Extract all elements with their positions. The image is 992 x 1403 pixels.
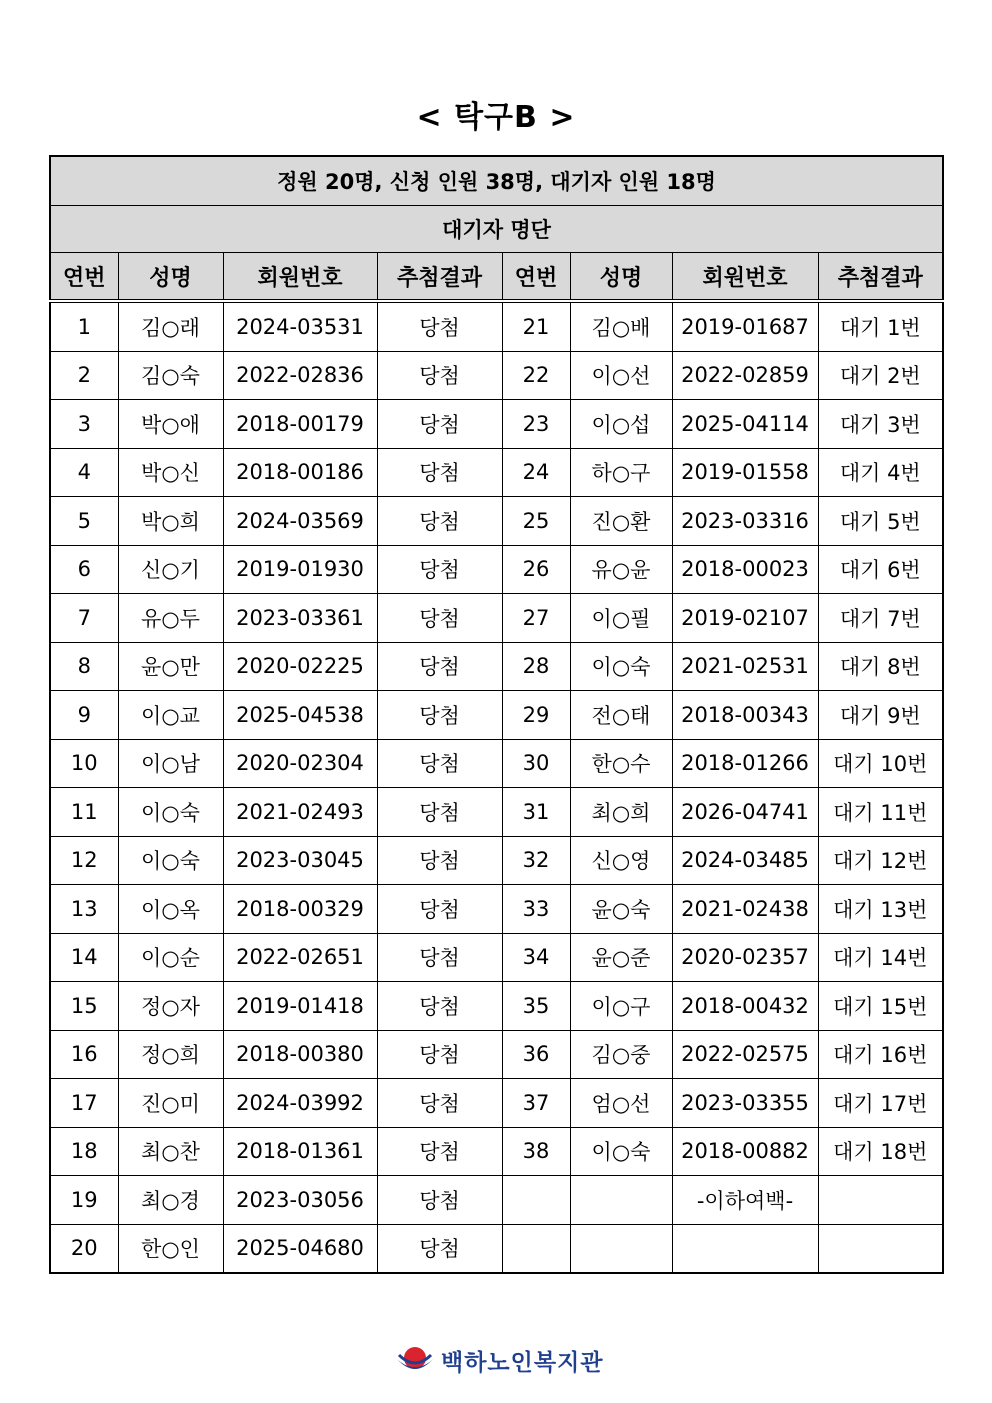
header-name: 성명 — [570, 253, 672, 302]
member-name: 김○숙 — [118, 351, 223, 400]
member-id: 2018-01361 — [223, 1127, 377, 1176]
table-row — [50, 788, 943, 837]
member-name: 신○기 — [118, 545, 223, 594]
draw-result: 당첨 — [377, 836, 502, 885]
draw-result: 당첨 — [377, 982, 502, 1031]
table-row — [50, 1176, 943, 1225]
member-id: 2024-03992 — [223, 1079, 377, 1128]
member-id: 2025-04538 — [223, 691, 377, 740]
draw-result: 대기 4번 — [818, 448, 943, 497]
subtitle-row — [50, 206, 943, 253]
row-number: 26 — [502, 545, 570, 594]
table-row — [50, 691, 943, 740]
header-result: 추첨결과 — [377, 253, 502, 302]
member-id: 2024-03531 — [223, 301, 377, 351]
row-number: 2 — [50, 351, 118, 400]
row-number: 15 — [50, 982, 118, 1031]
row-number: 3 — [50, 400, 118, 449]
row-number: 36 — [502, 1030, 570, 1079]
member-id: 2022-02575 — [672, 1030, 818, 1079]
draw-result: 당첨 — [377, 933, 502, 982]
member-id: 2018-01266 — [672, 739, 818, 788]
table-row — [50, 497, 943, 546]
table-row — [50, 545, 943, 594]
summary-text: 정원 20명, 신청 인원 38명, 대기자 인원 18명 — [50, 156, 943, 206]
member-name: 정○희 — [118, 1030, 223, 1079]
row-number: 11 — [50, 788, 118, 837]
row-number: 7 — [50, 594, 118, 643]
row-number: 27 — [502, 594, 570, 643]
member-name: 하○구 — [570, 448, 672, 497]
draw-result: 당첨 — [377, 400, 502, 449]
member-id: 2018-00882 — [672, 1127, 818, 1176]
draw-result: 대기 10번 — [818, 739, 943, 788]
draw-result: 당첨 — [377, 545, 502, 594]
draw-result: 대기 15번 — [818, 982, 943, 1031]
draw-result: 대기 1번 — [818, 301, 943, 351]
member-name: 이○섭 — [570, 400, 672, 449]
draw-result: 대기 12번 — [818, 836, 943, 885]
table-row — [50, 739, 943, 788]
draw-result: 대기 13번 — [818, 885, 943, 934]
row-number: 33 — [502, 885, 570, 934]
table-row — [50, 1127, 943, 1176]
member-id: 2018-00179 — [223, 400, 377, 449]
page-title: < 탁구B > — [416, 100, 576, 135]
table-row — [50, 351, 943, 400]
table-row — [50, 836, 943, 885]
row-number: 9 — [50, 691, 118, 740]
member-name: 진○환 — [570, 497, 672, 546]
row-number: 1 — [50, 301, 118, 351]
draw-result: 당첨 — [377, 594, 502, 643]
row-number: 30 — [502, 739, 570, 788]
member-name: 최○경 — [118, 1176, 223, 1225]
member-id: 2019-01930 — [223, 545, 377, 594]
draw-result: 당첨 — [377, 1030, 502, 1079]
draw-result: 당첨 — [377, 739, 502, 788]
row-number: 37 — [502, 1079, 570, 1128]
draw-result: 대기 14번 — [818, 933, 943, 982]
draw-result: 대기 6번 — [818, 545, 943, 594]
member-id: 2020-02357 — [672, 933, 818, 982]
member-name: 윤○숙 — [570, 885, 672, 934]
draw-result: 대기 3번 — [818, 400, 943, 449]
member-name: 이○숙 — [118, 836, 223, 885]
row-number: 16 — [50, 1030, 118, 1079]
header-no: 연번 — [502, 253, 570, 302]
row-number: 32 — [502, 836, 570, 885]
header-result: 추첨결과 — [818, 253, 943, 302]
member-id: 2025-04680 — [223, 1224, 377, 1273]
logo-text: 백하노인복지관 — [441, 1348, 604, 1376]
member-name: 박○애 — [118, 400, 223, 449]
member-name: 이○숙 — [570, 1127, 672, 1176]
member-id: 2020-02225 — [223, 642, 377, 691]
member-id: 2019-02107 — [672, 594, 818, 643]
row-number: 19 — [50, 1176, 118, 1225]
draw-result — [818, 1176, 943, 1225]
member-id: 2023-03355 — [672, 1079, 818, 1128]
member-name: 김○배 — [570, 301, 672, 351]
subtitle-text: 대기자 명단 — [50, 206, 943, 253]
member-id: 2022-02859 — [672, 351, 818, 400]
draw-result: 당첨 — [377, 1127, 502, 1176]
draw-result: 대기 7번 — [818, 594, 943, 643]
row-number: 22 — [502, 351, 570, 400]
member-name: 윤○만 — [118, 642, 223, 691]
member-id: 2019-01558 — [672, 448, 818, 497]
member-id: 2023-03056 — [223, 1176, 377, 1225]
row-number: 10 — [50, 739, 118, 788]
member-name: 유○두 — [118, 594, 223, 643]
member-name: 최○희 — [570, 788, 672, 837]
member-name: 유○윤 — [570, 545, 672, 594]
logo-emblem-icon — [395, 1345, 435, 1375]
row-number: 14 — [50, 933, 118, 982]
draw-result: 당첨 — [377, 642, 502, 691]
footer-logo — [395, 1343, 604, 1377]
member-id: 2018-00023 — [672, 545, 818, 594]
draw-result: 대기 5번 — [818, 497, 943, 546]
draw-result: 당첨 — [377, 448, 502, 497]
member-name: 박○신 — [118, 448, 223, 497]
member-id: 2019-01687 — [672, 301, 818, 351]
member-name: 이○구 — [570, 982, 672, 1031]
draw-result: 대기 11번 — [818, 788, 943, 837]
table-row — [50, 885, 943, 934]
draw-result — [818, 1224, 943, 1273]
member-id: 2018-00432 — [672, 982, 818, 1031]
row-number: 6 — [50, 545, 118, 594]
member-name: 최○찬 — [118, 1127, 223, 1176]
table-row — [50, 933, 943, 982]
table-row — [50, 400, 943, 449]
member-id — [672, 1224, 818, 1273]
draw-result: 대기 2번 — [818, 351, 943, 400]
row-number: 35 — [502, 982, 570, 1031]
member-name: 이○숙 — [118, 788, 223, 837]
member-id: 2024-03485 — [672, 836, 818, 885]
row-number: 17 — [50, 1079, 118, 1128]
draw-result: 대기 8번 — [818, 642, 943, 691]
member-id: 2019-01418 — [223, 982, 377, 1031]
draw-result: 대기 16번 — [818, 1030, 943, 1079]
member-id: 2022-02651 — [223, 933, 377, 982]
header-row — [50, 253, 943, 302]
draw-result: 대기 18번 — [818, 1127, 943, 1176]
member-name: 진○미 — [118, 1079, 223, 1128]
table-row — [50, 1079, 943, 1128]
member-id: 2018-00343 — [672, 691, 818, 740]
draw-result: 당첨 — [377, 497, 502, 546]
member-id: 2021-02493 — [223, 788, 377, 837]
row-number: 21 — [502, 301, 570, 351]
header-name: 성명 — [118, 253, 223, 302]
member-name: 정○자 — [118, 982, 223, 1031]
member-name: 김○래 — [118, 301, 223, 351]
row-number: 23 — [502, 400, 570, 449]
draw-result: 대기 9번 — [818, 691, 943, 740]
member-name: 이○숙 — [570, 642, 672, 691]
row-number: 12 — [50, 836, 118, 885]
member-name: 이○필 — [570, 594, 672, 643]
member-name: 이○남 — [118, 739, 223, 788]
member-name: 전○태 — [570, 691, 672, 740]
member-id: 2023-03316 — [672, 497, 818, 546]
draw-result: 당첨 — [377, 1176, 502, 1225]
member-id: -이하여백- — [672, 1176, 818, 1225]
member-id: 2021-02531 — [672, 642, 818, 691]
member-id: 2020-02304 — [223, 739, 377, 788]
header-member-id: 회원번호 — [223, 253, 377, 302]
member-id: 2023-03361 — [223, 594, 377, 643]
table-row — [50, 448, 943, 497]
table-row — [50, 594, 943, 643]
summary-row — [50, 156, 943, 206]
member-id: 2018-00329 — [223, 885, 377, 934]
draw-result: 대기 17번 — [818, 1079, 943, 1128]
row-number: 28 — [502, 642, 570, 691]
header-member-id: 회원번호 — [672, 253, 818, 302]
row-number: 8 — [50, 642, 118, 691]
row-number: 34 — [502, 933, 570, 982]
member-name: 한○수 — [570, 739, 672, 788]
row-number: 29 — [502, 691, 570, 740]
draw-result: 당첨 — [377, 1079, 502, 1128]
member-id: 2022-02836 — [223, 351, 377, 400]
member-id: 2025-04114 — [672, 400, 818, 449]
row-number: 5 — [50, 497, 118, 546]
table-row — [50, 642, 943, 691]
row-number: 20 — [50, 1224, 118, 1273]
draw-result: 당첨 — [377, 1224, 502, 1273]
member-id: 2023-03045 — [223, 836, 377, 885]
row-number — [502, 1176, 570, 1225]
row-number: 38 — [502, 1127, 570, 1176]
row-number: 4 — [50, 448, 118, 497]
table-row — [50, 1030, 943, 1079]
row-number — [502, 1224, 570, 1273]
member-id: 2018-00186 — [223, 448, 377, 497]
draw-result: 당첨 — [377, 351, 502, 400]
member-name: 신○영 — [570, 836, 672, 885]
member-id: 2021-02438 — [672, 885, 818, 934]
header-no: 연번 — [50, 253, 118, 302]
row-number: 18 — [50, 1127, 118, 1176]
table-row — [50, 1224, 943, 1273]
draw-result: 당첨 — [377, 691, 502, 740]
member-name: 엄○선 — [570, 1079, 672, 1128]
member-name: 한○인 — [118, 1224, 223, 1273]
member-name: 이○선 — [570, 351, 672, 400]
draw-result: 당첨 — [377, 301, 502, 351]
draw-result: 당첨 — [377, 885, 502, 934]
member-id: 2026-04741 — [672, 788, 818, 837]
member-name: 이○순 — [118, 933, 223, 982]
draw-result: 당첨 — [377, 788, 502, 837]
member-name: 윤○준 — [570, 933, 672, 982]
row-number: 13 — [50, 885, 118, 934]
member-name — [570, 1176, 672, 1225]
member-name: 이○교 — [118, 691, 223, 740]
row-number: 24 — [502, 448, 570, 497]
waitlist-table — [49, 155, 944, 1274]
member-id: 2018-00380 — [223, 1030, 377, 1079]
member-id: 2024-03569 — [223, 497, 377, 546]
member-name — [570, 1224, 672, 1273]
table-row — [50, 982, 943, 1031]
member-name: 박○희 — [118, 497, 223, 546]
member-name: 김○중 — [570, 1030, 672, 1079]
row-number: 31 — [502, 788, 570, 837]
member-name: 이○옥 — [118, 885, 223, 934]
table-row — [50, 301, 943, 351]
row-number: 25 — [502, 497, 570, 546]
